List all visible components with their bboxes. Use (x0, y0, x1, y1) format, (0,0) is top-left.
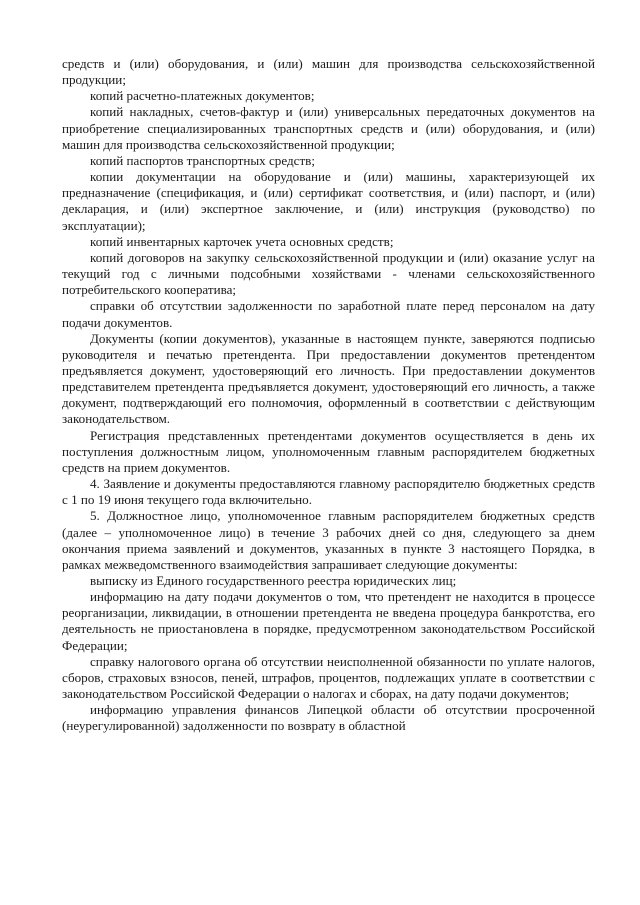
paragraph: копий расчетно-платежных документов; (90, 88, 315, 104)
paragraph: информацию на дату подачи документов о том, что претендент не находится в процессе реорганизации, ликвидации, в отношении претендента не введена процедура банкротства, его деятельность не приостановлена в порядке, предусмотренном законодательством Российской Федерации; (62, 589, 595, 653)
paragraph: 5. Должностное лицо, уполномоченное главным распорядителем бюджетных средств (далее – уполномоченное лицо) в течение 3 рабочих дней со дня, следующего за днем окончания приема заявлений и документов, указанных в пункте 3 настоящего Порядка, в рамках межведомственного взаимодействия запрашивает следующие документы: (62, 508, 595, 572)
paragraph: справку налогового органа об отсутствии неисполненной обязанности по уплате налогов, сборов, страховых взносов, пеней, штрафов, процентов, подлежащих уплате в соответствии с законодательством Российской Федерации о налогах и сборах, на дату подачи документов; (62, 653, 595, 702)
paragraph: выписку из Единого государственного реестра юридических лиц; (90, 573, 457, 588)
paragraph: копии документации на оборудование и (или) машины, характеризующей их предназначение (спецификация, и (или) сертификат соответствия, и (или) паспорт, и (или) декларация, и (или) экспертное заключение, и (или) инструкция (руководство) по эксплуатации); (62, 169, 595, 233)
paragraph: копий накладных, счетов-фактур и (или) универсальных передаточных документов на приобретение специализированных транспортных средств и (или) оборудования, и (или) машин для производства сельскохозяйственной продукции; (62, 104, 595, 152)
paragraph: средств и (или) оборудования, и (или) машин для производства сельскохозяйственной продукции; (62, 56, 595, 88)
paragraph: копий паспортов транспортных средств; (90, 152, 315, 168)
paragraph: информацию управления финансов Липецкой области об отсутствии просроченной (неурегулированной) задолженности по возврату в областной (62, 702, 595, 734)
paragraph: Документы (копии документов), указанные в настоящем пункте, заверяются подписью руководителя и печатью претендента. При предоставлении документов претендентом предъявляется документ, удостоверяющий его личность. При предоставлении документов представителем претендента предъявляется документ, удостоверяющий его личность, а также документ, подтверждающий его полномочия, оформленный в соответствии с действующим законодательством. (62, 330, 595, 427)
document-body (62, 56, 595, 735)
paragraph: 4. Заявление и документы предоставляются главному распорядителю бюджетных средств с 1 по 19 июня текущего года включительно. (62, 476, 595, 508)
paragraph: Регистрация представленных претендентами документов осуществляется в день их поступления должностным лицом, уполномоченным главным распорядителем бюджетных средств на прием документов. (62, 427, 595, 475)
paragraph: копий инвентарных карточек учета основных средств; (90, 233, 394, 249)
paragraph: справки об отсутствии задолженности по заработной плате перед персоналом на дату подачи документов. (62, 298, 595, 330)
paragraph: копий договоров на закупку сельскохозяйственной продукции и (или) оказание услуг на текущий год с личными подсобными хозяйствами - членами сельскохозяйственного потребительского кооператива; (62, 249, 595, 298)
